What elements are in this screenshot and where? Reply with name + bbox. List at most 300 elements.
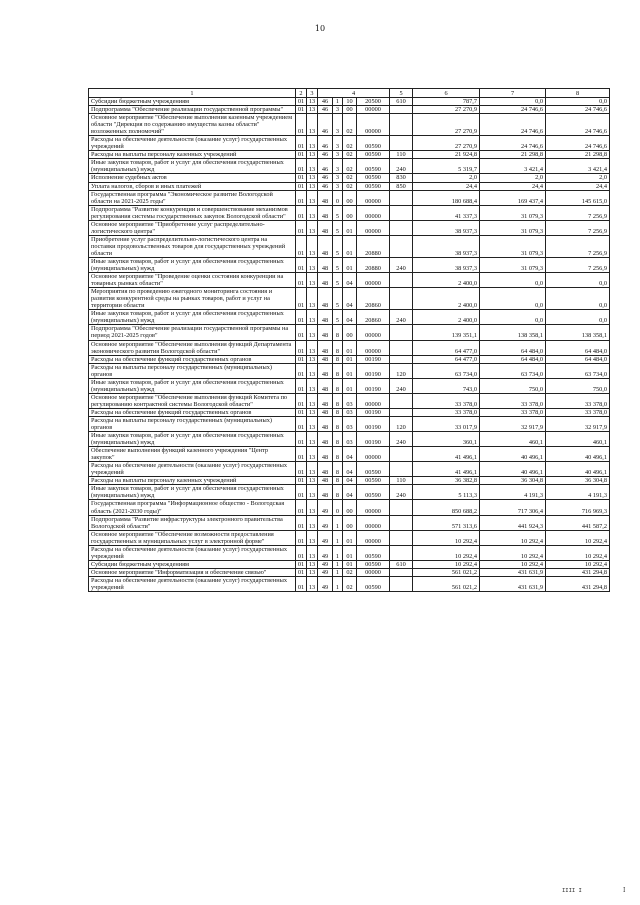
code-a-cell: 01: [296, 340, 307, 355]
code-f-cell: 00000: [357, 106, 390, 114]
value-2022-cell: 33 378,0: [480, 393, 546, 408]
code-b-cell: 13: [307, 325, 318, 340]
code-e-cell: 00: [343, 106, 357, 114]
code-c-cell: 46: [318, 174, 333, 182]
code-g-cell: [390, 515, 413, 530]
row-name-cell: Расходы на обеспечение деятельности (оказание услуг) государственных учреждений: [89, 576, 296, 591]
code-g-cell: 240: [390, 432, 413, 447]
value-2022-cell: 10 292,4: [480, 560, 546, 568]
value-2023-cell: 7 256,9: [546, 220, 610, 235]
code-g-cell: 240: [390, 257, 413, 272]
header-cell: 5: [390, 89, 413, 98]
value-2022-cell: 0,0: [480, 273, 546, 288]
code-e-cell: 04: [343, 310, 357, 325]
code-a-cell: 01: [296, 432, 307, 447]
table-row: [89, 416, 610, 431]
value-2023-cell: 431 294,8: [546, 576, 610, 591]
code-b-cell: 13: [307, 220, 318, 235]
code-a-cell: 01: [296, 182, 307, 190]
code-c-cell: 46: [318, 151, 333, 159]
code-g-cell: [390, 106, 413, 114]
code-g-cell: 240: [390, 378, 413, 393]
code-g-cell: [390, 568, 413, 576]
code-c-cell: 48: [318, 190, 333, 205]
value-2021-cell: 5 113,3: [413, 485, 480, 500]
code-b-cell: 13: [307, 114, 318, 136]
code-d-cell: 8: [333, 355, 343, 363]
value-2021-cell: 561 021,2: [413, 576, 480, 591]
code-b-cell: 13: [307, 568, 318, 576]
page-number: 10: [314, 24, 326, 33]
value-2022-cell: 64 484,0: [480, 355, 546, 363]
table-row: [89, 576, 610, 591]
code-b-cell: 13: [307, 159, 318, 174]
header-cell: 6: [413, 89, 480, 98]
code-a-cell: 01: [296, 576, 307, 591]
value-2021-cell: 10 292,4: [413, 545, 480, 560]
code-a-cell: 01: [296, 462, 307, 477]
table-row: [89, 106, 610, 114]
table-row: [89, 408, 610, 416]
value-2021-cell: 2,0: [413, 174, 480, 182]
code-d-cell: 3: [333, 114, 343, 136]
code-f-cell: 00000: [357, 500, 390, 515]
row-name-cell: Основное мероприятие "Проведение оценки состояния конкуренции на товарных рынках области": [89, 273, 296, 288]
code-f-cell: 00000: [357, 393, 390, 408]
code-c-cell: 48: [318, 310, 333, 325]
code-c-cell: 48: [318, 485, 333, 500]
value-2021-cell: 64 477,0: [413, 340, 480, 355]
value-2022-cell: 750,0: [480, 378, 546, 393]
table-row: [89, 500, 610, 515]
value-2021-cell: 571 313,6: [413, 515, 480, 530]
code-c-cell: 48: [318, 273, 333, 288]
code-b-cell: 13: [307, 393, 318, 408]
row-name-cell: Иные закупки товаров, работ и услуг для обеспечения государственных (муниципальных) нужд: [89, 159, 296, 174]
code-c-cell: 48: [318, 462, 333, 477]
code-b-cell: 13: [307, 408, 318, 416]
code-g-cell: 120: [390, 363, 413, 378]
row-name-cell: Подпрограмма "Развитие инфраструктуры электронного правительства Вологодской области": [89, 515, 296, 530]
row-name-cell: Иные закупки товаров, работ и услуг для обеспечения государственных (муниципальных) нужд: [89, 310, 296, 325]
code-c-cell: 46: [318, 182, 333, 190]
code-c-cell: 49: [318, 545, 333, 560]
code-d-cell: 8: [333, 363, 343, 378]
code-g-cell: [390, 530, 413, 545]
row-name-cell: Расходы на обеспечение деятельности (оказание услуг) государственных учреждений: [89, 136, 296, 151]
code-f-cell: 20860: [357, 310, 390, 325]
value-2022-cell: 0,0: [480, 310, 546, 325]
header-cell: 4: [318, 89, 390, 98]
table-row: [89, 568, 610, 576]
code-e-cell: 00: [343, 190, 357, 205]
table-row: [89, 325, 610, 340]
code-b-cell: 13: [307, 363, 318, 378]
code-a-cell: 01: [296, 151, 307, 159]
code-d-cell: 1: [333, 545, 343, 560]
table-row: [89, 363, 610, 378]
value-2021-cell: 743,0: [413, 378, 480, 393]
table-row: [89, 462, 610, 477]
code-a-cell: 01: [296, 114, 307, 136]
table-row: [89, 355, 610, 363]
value-2023-cell: 2,0: [546, 174, 610, 182]
code-c-cell: 46: [318, 114, 333, 136]
code-a-cell: 01: [296, 136, 307, 151]
code-d-cell: 1: [333, 530, 343, 545]
code-b-cell: 13: [307, 182, 318, 190]
code-b-cell: 13: [307, 106, 318, 114]
row-name-cell: Расходы на обеспечение деятельности (оказание услуг) государственных учреждений: [89, 545, 296, 560]
code-e-cell: 00: [343, 325, 357, 340]
code-g-cell: [390, 462, 413, 477]
code-g-cell: [390, 393, 413, 408]
table-row: [89, 310, 610, 325]
row-name-cell: Государственная программа "Экономическое развитие Вологодской области на 2021-2025 годы": [89, 190, 296, 205]
code-g-cell: 610: [390, 98, 413, 106]
row-name-cell: Основное мероприятие "Обеспечение возможности предоставления государственных и муниципальных услуг в электронной форме": [89, 530, 296, 545]
code-f-cell: 00590: [357, 462, 390, 477]
value-2021-cell: 38 937,3: [413, 235, 480, 257]
value-2021-cell: 38 937,3: [413, 220, 480, 235]
code-b-cell: 13: [307, 500, 318, 515]
value-2022-cell: 24 746,6: [480, 106, 546, 114]
code-c-cell: 49: [318, 500, 333, 515]
code-b-cell: 13: [307, 288, 318, 310]
code-a-cell: 01: [296, 159, 307, 174]
code-e-cell: 04: [343, 485, 357, 500]
code-b-cell: 13: [307, 432, 318, 447]
code-a-cell: 01: [296, 205, 307, 220]
code-e-cell: 03: [343, 416, 357, 431]
value-2022-cell: 31 079,3: [480, 257, 546, 272]
table-row: [89, 545, 610, 560]
table-row: [89, 182, 610, 190]
code-a-cell: 01: [296, 363, 307, 378]
row-name-cell: Расходы на обеспечение функций государственных органов: [89, 408, 296, 416]
code-g-cell: 120: [390, 416, 413, 431]
code-d-cell: 3: [333, 136, 343, 151]
code-e-cell: 04: [343, 477, 357, 485]
table-row: [89, 159, 610, 174]
code-b-cell: 13: [307, 576, 318, 591]
table-row: [89, 340, 610, 355]
code-g-cell: 830: [390, 174, 413, 182]
code-a-cell: 01: [296, 485, 307, 500]
row-name-cell: Расходы на выплаты персоналу государственных (муниципальных) органов: [89, 363, 296, 378]
value-2023-cell: 40 496,1: [546, 462, 610, 477]
header-cell: 7: [480, 89, 546, 98]
code-a-cell: 01: [296, 257, 307, 272]
value-2021-cell: 64 477,0: [413, 355, 480, 363]
code-f-cell: 00190: [357, 363, 390, 378]
code-a-cell: 01: [296, 500, 307, 515]
code-f-cell: 00190: [357, 416, 390, 431]
value-2022-cell: 2,0: [480, 174, 546, 182]
code-f-cell: 20500: [357, 98, 390, 106]
value-2023-cell: 10 292,4: [546, 530, 610, 545]
code-b-cell: 13: [307, 515, 318, 530]
code-b-cell: 13: [307, 136, 318, 151]
code-g-cell: [390, 355, 413, 363]
code-e-cell: 01: [343, 355, 357, 363]
code-c-cell: 49: [318, 530, 333, 545]
code-d-cell: 3: [333, 159, 343, 174]
code-e-cell: 02: [343, 114, 357, 136]
value-2022-cell: 431 631,9: [480, 568, 546, 576]
code-g-cell: 240: [390, 485, 413, 500]
code-c-cell: 48: [318, 363, 333, 378]
code-d-cell: 5: [333, 288, 343, 310]
code-d-cell: 1: [333, 576, 343, 591]
code-c-cell: 48: [318, 393, 333, 408]
code-a-cell: 01: [296, 568, 307, 576]
code-g-cell: [390, 447, 413, 462]
code-e-cell: 01: [343, 340, 357, 355]
code-e-cell: 02: [343, 576, 357, 591]
code-b-cell: 13: [307, 447, 318, 462]
value-2021-cell: 850 688,2: [413, 500, 480, 515]
value-2022-cell: 460,1: [480, 432, 546, 447]
value-2023-cell: 63 734,0: [546, 363, 610, 378]
value-2023-cell: 145 615,0: [546, 190, 610, 205]
code-e-cell: 01: [343, 363, 357, 378]
row-name-cell: Основное мероприятие "Обеспечение выполнения казенным учреждением области "Дирекция по содержанию имущества казны области" возложенных полномочий": [89, 114, 296, 136]
code-a-cell: 01: [296, 220, 307, 235]
row-name-cell: Мероприятия по проведению ежегодного мониторинга состояния и развития конкурентной среды на рынках товаров, работ и услуг на территории области: [89, 288, 296, 310]
value-2023-cell: 64 484,0: [546, 340, 610, 355]
code-g-cell: [390, 325, 413, 340]
value-2022-cell: 64 484,0: [480, 340, 546, 355]
row-name-cell: Субсидии бюджетным учреждениям: [89, 98, 296, 106]
code-e-cell: 04: [343, 288, 357, 310]
code-d-cell: 1: [333, 568, 343, 576]
code-f-cell: 00190: [357, 378, 390, 393]
code-b-cell: 13: [307, 257, 318, 272]
value-2022-cell: 10 292,4: [480, 530, 546, 545]
row-name-cell: Подпрограмма "Обеспечение реализации государственной программы на период 2021-2025 годов": [89, 325, 296, 340]
code-f-cell: 00000: [357, 273, 390, 288]
code-a-cell: 01: [296, 408, 307, 416]
code-f-cell: 00590: [357, 485, 390, 500]
code-f-cell: 20860: [357, 288, 390, 310]
table-row: [89, 98, 610, 106]
code-g-cell: [390, 288, 413, 310]
code-c-cell: 48: [318, 378, 333, 393]
code-e-cell: 02: [343, 159, 357, 174]
code-e-cell: 01: [343, 560, 357, 568]
code-d-cell: 1: [333, 98, 343, 106]
code-f-cell: 00000: [357, 190, 390, 205]
code-e-cell: 01: [343, 378, 357, 393]
code-f-cell: 00000: [357, 515, 390, 530]
value-2022-cell: 36 304,8: [480, 477, 546, 485]
code-c-cell: 48: [318, 408, 333, 416]
code-d-cell: 3: [333, 174, 343, 182]
code-b-cell: 13: [307, 530, 318, 545]
code-b-cell: 13: [307, 98, 318, 106]
code-g-cell: [390, 500, 413, 515]
row-name-cell: Субсидии бюджетным учреждениям: [89, 560, 296, 568]
code-b-cell: 13: [307, 205, 318, 220]
table-row: [89, 190, 610, 205]
code-e-cell: 00: [343, 515, 357, 530]
value-2023-cell: 7 256,9: [546, 235, 610, 257]
code-d-cell: 1: [333, 560, 343, 568]
code-g-cell: [390, 545, 413, 560]
value-2022-cell: 717 306,4: [480, 500, 546, 515]
code-b-cell: 13: [307, 560, 318, 568]
code-b-cell: 13: [307, 485, 318, 500]
value-2023-cell: 7 256,9: [546, 205, 610, 220]
code-e-cell: 03: [343, 432, 357, 447]
header-cell: 1: [89, 89, 296, 98]
code-f-cell: 00590: [357, 576, 390, 591]
code-f-cell: 00590: [357, 151, 390, 159]
value-2021-cell: 41 337,3: [413, 205, 480, 220]
code-d-cell: 8: [333, 325, 343, 340]
code-f-cell: 00000: [357, 325, 390, 340]
code-c-cell: 46: [318, 159, 333, 174]
code-c-cell: 48: [318, 205, 333, 220]
code-e-cell: 03: [343, 393, 357, 408]
code-a-cell: 01: [296, 355, 307, 363]
code-f-cell: 00590: [357, 159, 390, 174]
value-2021-cell: 180 688,4: [413, 190, 480, 205]
code-g-cell: [390, 273, 413, 288]
code-c-cell: 48: [318, 447, 333, 462]
code-g-cell: 110: [390, 151, 413, 159]
code-a-cell: 01: [296, 235, 307, 257]
value-2022-cell: 24 746,6: [480, 114, 546, 136]
table-row: [89, 273, 610, 288]
code-b-cell: 13: [307, 235, 318, 257]
row-name-cell: Исполнение судебных актов: [89, 174, 296, 182]
code-f-cell: 00590: [357, 174, 390, 182]
value-2023-cell: 64 484,0: [546, 355, 610, 363]
code-d-cell: 5: [333, 257, 343, 272]
code-e-cell: 01: [343, 220, 357, 235]
code-d-cell: 1: [333, 515, 343, 530]
value-2023-cell: 40 496,1: [546, 447, 610, 462]
code-d-cell: 8: [333, 462, 343, 477]
table-header-row: [89, 89, 610, 98]
table-row: [89, 432, 610, 447]
code-g-cell: [390, 205, 413, 220]
row-name-cell: Иные закупки товаров, работ и услуг для обеспечения государственных (муниципальных) нужд: [89, 432, 296, 447]
code-a-cell: 01: [296, 416, 307, 431]
value-2023-cell: 24 746,6: [546, 136, 610, 151]
code-f-cell: 00590: [357, 477, 390, 485]
code-c-cell: 48: [318, 235, 333, 257]
value-2022-cell: 63 734,0: [480, 363, 546, 378]
table-row: [89, 560, 610, 568]
value-2021-cell: 10 292,4: [413, 560, 480, 568]
code-a-cell: 01: [296, 393, 307, 408]
code-g-cell: [390, 190, 413, 205]
code-a-cell: 01: [296, 560, 307, 568]
row-name-cell: Уплата налогов, сборов и иных платежей: [89, 182, 296, 190]
value-2023-cell: 24 746,6: [546, 106, 610, 114]
value-2021-cell: 2 400,0: [413, 288, 480, 310]
value-2021-cell: 2 400,0: [413, 310, 480, 325]
code-c-cell: 49: [318, 568, 333, 576]
code-b-cell: 13: [307, 151, 318, 159]
value-2021-cell: 41 496,1: [413, 447, 480, 462]
code-e-cell: 01: [343, 235, 357, 257]
row-name-cell: Иные закупки товаров, работ и услуг для обеспечения государственных (муниципальных) нужд: [89, 378, 296, 393]
code-b-cell: 13: [307, 355, 318, 363]
value-2023-cell: 36 304,8: [546, 477, 610, 485]
code-c-cell: 48: [318, 355, 333, 363]
code-c-cell: 48: [318, 416, 333, 431]
code-d-cell: 3: [333, 151, 343, 159]
code-a-cell: 01: [296, 273, 307, 288]
code-g-cell: 240: [390, 310, 413, 325]
code-b-cell: 13: [307, 416, 318, 431]
code-d-cell: 5: [333, 220, 343, 235]
value-2023-cell: 460,1: [546, 432, 610, 447]
code-e-cell: 01: [343, 257, 357, 272]
value-2022-cell: 4 191,3: [480, 485, 546, 500]
row-name-cell: Основное мероприятие "Информатизация и обеспечение связью": [89, 568, 296, 576]
code-f-cell: 00000: [357, 205, 390, 220]
code-c-cell: 49: [318, 576, 333, 591]
value-2022-cell: 32 917,9: [480, 416, 546, 431]
header-cell: 8: [546, 89, 610, 98]
code-f-cell: 00000: [357, 114, 390, 136]
row-name-cell: Расходы на обеспечение деятельности (оказание услуг) государственных учреждений: [89, 462, 296, 477]
value-2023-cell: 0,0: [546, 98, 610, 106]
value-2023-cell: 24,4: [546, 182, 610, 190]
value-2021-cell: 33 378,0: [413, 408, 480, 416]
value-2023-cell: 24 746,6: [546, 114, 610, 136]
code-a-cell: 01: [296, 310, 307, 325]
code-c-cell: 46: [318, 98, 333, 106]
code-f-cell: 00000: [357, 340, 390, 355]
value-2023-cell: 0,0: [546, 273, 610, 288]
code-b-cell: 13: [307, 310, 318, 325]
code-g-cell: [390, 235, 413, 257]
code-a-cell: 01: [296, 447, 307, 462]
code-e-cell: 00: [343, 205, 357, 220]
code-f-cell: 00590: [357, 545, 390, 560]
code-b-cell: 13: [307, 340, 318, 355]
code-a-cell: 01: [296, 530, 307, 545]
value-2021-cell: 27 270,9: [413, 136, 480, 151]
table-row: [89, 235, 610, 257]
value-2022-cell: 40 496,1: [480, 462, 546, 477]
code-e-cell: 04: [343, 462, 357, 477]
row-name-cell: Иные закупки товаров, работ и услуг для обеспечения государственных (муниципальных) нужд: [89, 257, 296, 272]
value-2022-cell: 431 631,9: [480, 576, 546, 591]
code-a-cell: 01: [296, 288, 307, 310]
row-name-cell: Подпрограмма "Развитие конкуренции и совершенствование механизмов регулирования системы государственных закупок Вологодской области": [89, 205, 296, 220]
value-2023-cell: 441 587,2: [546, 515, 610, 530]
code-d-cell: 8: [333, 416, 343, 431]
table-row: [89, 530, 610, 545]
value-2022-cell: 0,0: [480, 288, 546, 310]
code-c-cell: 46: [318, 106, 333, 114]
value-2022-cell: 138 358,1: [480, 325, 546, 340]
code-b-cell: 13: [307, 273, 318, 288]
code-g-cell: 110: [390, 477, 413, 485]
table-row: [89, 515, 610, 530]
code-f-cell: 00190: [357, 408, 390, 416]
code-b-cell: 13: [307, 190, 318, 205]
code-d-cell: 8: [333, 447, 343, 462]
code-d-cell: 5: [333, 310, 343, 325]
